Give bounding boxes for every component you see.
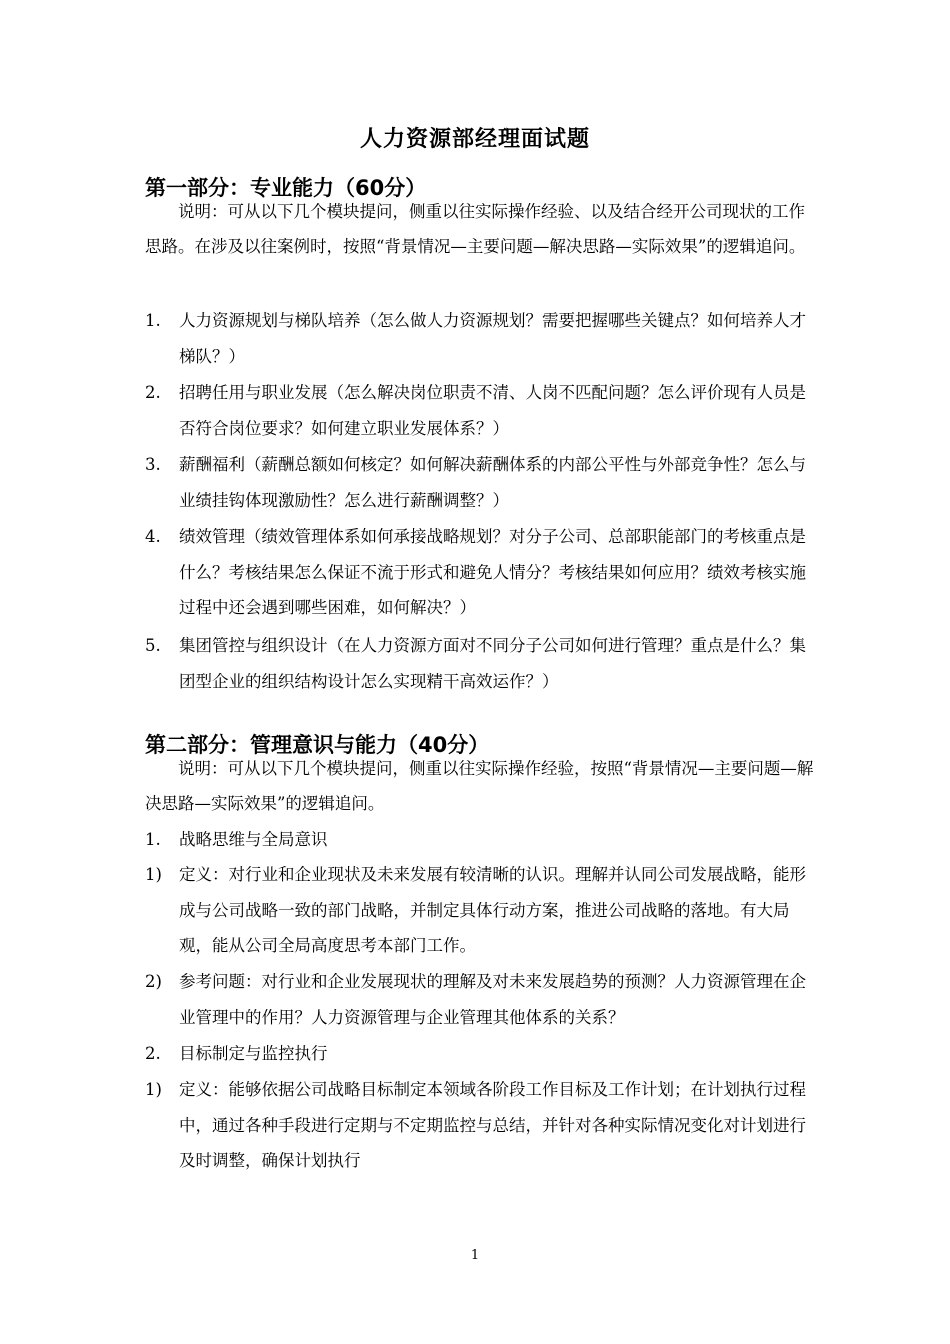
page-number: 1 xyxy=(470,1248,480,1263)
item-number: 5. xyxy=(145,636,161,655)
item-number: 3. xyxy=(145,455,161,474)
item-text: 招聘任用与职业发展（怎么解决岗位职责不清、人岗不匹配问题？怎么评价现有人员是否符合岗位要求？如何建立职业发展体系？） xyxy=(179,383,806,438)
part2-intro: 说明：可从以下几个模块提问，侧重以往实际操作经验，按照“背景情况—主要问题—解决思路—实际效果”的逻辑追问。 xyxy=(145,759,814,813)
part1-intro: 说明：可从以下几个模块提问，侧重以往实际操作经验、以及结合经开公司现状的工作思路。在涉及以往案例时，按照“背景情况—主要问题—解决思路—实际效果”的逻辑追问。 xyxy=(145,202,806,256)
item-text: 定义：对行业和企业现状及未来发展有较清晰的认识。理解并认同公司发展战略，能形成与公司战略一致的部门战略，并制定具体行动方案，推进公司战略的落地。有大局观，能从公司全局高度思考本部门工作。 xyxy=(179,865,806,955)
part2-item-1-1 xyxy=(145,857,815,964)
item-text: 薪酬福利（薪酬总额如何核定？如何解决薪酬体系的内部公平性与外部竞争性？怎么与业绩挂钩体现激励性？怎么进行薪酬调整？） xyxy=(179,455,806,510)
item-text: 目标制定与监控执行 xyxy=(179,1044,328,1063)
part2-item-1 xyxy=(145,822,815,858)
item-number: 1. xyxy=(145,311,161,330)
item-text: 定义：能够依据公司战略目标制定本领域各阶段工作目标及工作计划；在计划执行过程中，通过各种手段进行定期与不定期监控与总结，并针对各种实际情况变化对计划进行及时调整，确保计划执行 xyxy=(179,1080,806,1170)
item-text: 参考问题：对行业和企业发展现状的理解及对未来发展趋势的预测？人力资源管理在企业管理中的作用？人力资源管理与企业管理其他体系的关系？ xyxy=(179,972,806,1027)
item-text: 战略思维与全局意识 xyxy=(179,830,328,849)
part2-item-1-2 xyxy=(145,964,815,1035)
part1-item-2 xyxy=(145,375,815,446)
item-number: 1) xyxy=(145,1080,162,1099)
item-number: 2) xyxy=(145,972,162,991)
item-number: 1. xyxy=(145,830,161,849)
part1-item-5 xyxy=(145,628,815,699)
item-text: 人力资源规划与梯队培养（怎么做人力资源规划？需要把握哪些关键点？如何培养人才梯队？） xyxy=(179,311,806,366)
part2-heading: 第二部分：管理意识与能力（40分） xyxy=(145,733,490,757)
item-text: 绩效管理（绩效管理体系如何承接战略规划？对分子公司、总部职能部门的考核重点是什么？考核结果怎么保证不流于形式和避免人情分？考核结果如何应用？绩效考核实施过程中还会遇到哪些困难，如何解决？） xyxy=(179,527,806,617)
part2-item-2 xyxy=(145,1036,815,1072)
part1-item-1 xyxy=(145,303,815,374)
item-text: 集团管控与组织设计（在人力资源方面对不同分子公司如何进行管理？重点是什么？集团型企业的组织结构设计怎么实现精干高效运作？） xyxy=(179,636,806,691)
part2-item-2-1 xyxy=(145,1072,815,1179)
part1-item-3 xyxy=(145,447,815,518)
item-number: 4. xyxy=(145,527,161,546)
part1-item-4 xyxy=(145,519,815,626)
document-title: 人力资源部经理面试题 xyxy=(359,126,590,152)
item-number: 2. xyxy=(145,383,161,402)
item-number: 2. xyxy=(145,1044,161,1063)
part1-heading: 第一部分：专业能力（60分） xyxy=(145,176,427,200)
item-number: 1) xyxy=(145,865,162,884)
